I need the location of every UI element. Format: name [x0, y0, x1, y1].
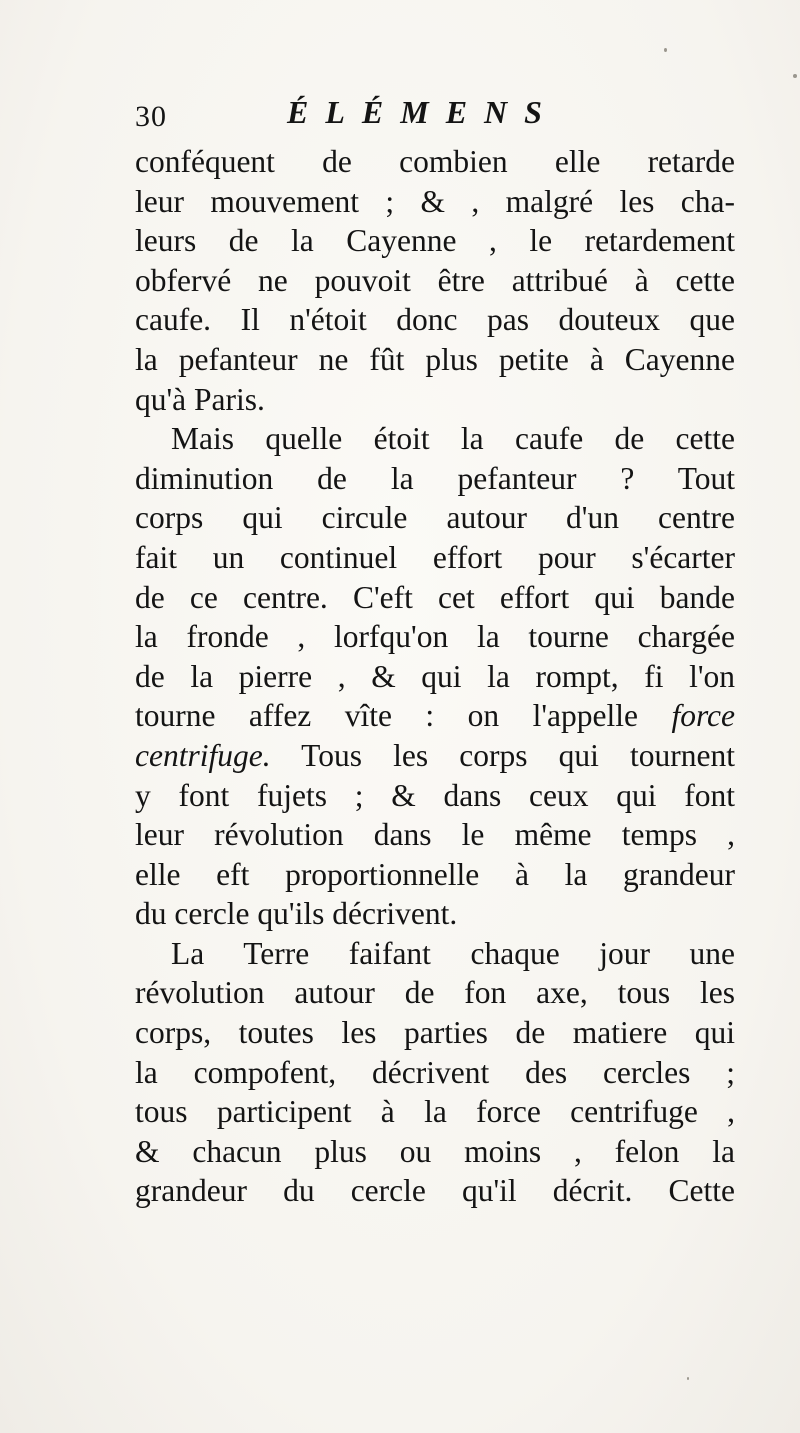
text-line: corps, toutes les parties de matiere qui [135, 1015, 735, 1051]
text-line: y font fujets ; & dans ceux qui font [135, 777, 735, 813]
text-line: conféquent de combien elle retarde [135, 144, 735, 179]
italic-term: force [671, 698, 736, 734]
body-text [135, 142, 735, 1211]
running-head [135, 92, 735, 142]
text-line: & chacun plus ou moins , felon la [135, 1133, 735, 1169]
text-line: leurs de la Cayenne , le retardement [135, 223, 735, 259]
text-line: la pefanteur ne fût plus petite à Cayenne [135, 341, 735, 377]
text-line: révolution autour de fon axe, tous les [135, 975, 735, 1011]
text-line: tous participent à la force centrifuge , [135, 1094, 735, 1130]
page-number: 30 [135, 100, 167, 133]
paper-speck [687, 1377, 689, 1380]
text-fragment: Tous les corps qui tournent [301, 737, 735, 773]
text-line: corps qui circule autour d'un centre [135, 500, 735, 536]
text-line: elle eft proportionnelle à la grandeur [135, 856, 735, 892]
text-line: Mais quelle étoit la caufe de cette [171, 421, 735, 457]
text-line: caufe. Il n'étoit donc pas douteux que [135, 302, 735, 338]
text-line: La Terre faifant chaque jour une [171, 935, 735, 971]
text-line [135, 736, 735, 776]
italic-term: centrifuge. [135, 737, 271, 773]
paper-speck [793, 74, 797, 78]
running-title: ÉLÉMENS [287, 94, 559, 130]
text-line: grandeur du cercle qu'il décrit. Cette [135, 1173, 735, 1209]
text-line: fait un continuel effort pour s'écarter [135, 539, 735, 575]
text-line: de ce centre. C'eft cet effort qui bande [135, 579, 735, 615]
text-line: la compofent, décrivent des cercles ; [135, 1054, 735, 1090]
text-line: du cercle qu'ils décrivent. [135, 896, 458, 932]
text-line: la fronde , lorfqu'on la tourne chargée [135, 619, 735, 655]
text-fragment: tourne affez vîte : on l'appelle [135, 698, 638, 734]
text-line: de la pierre , & qui la rompt, fi l'on [135, 658, 735, 694]
text-line: diminution de la pefanteur ? Tout [135, 460, 735, 496]
text-line: leur mouvement ; & , malgré les cha- [135, 183, 735, 219]
text-line: leur révolution dans le même temps , [135, 817, 735, 853]
text-line: obfervé ne pouvoit être attribué à cette [135, 262, 735, 298]
paper-speck [664, 48, 667, 52]
text-line [135, 696, 735, 736]
text-line: qu'à Paris. [135, 381, 265, 417]
